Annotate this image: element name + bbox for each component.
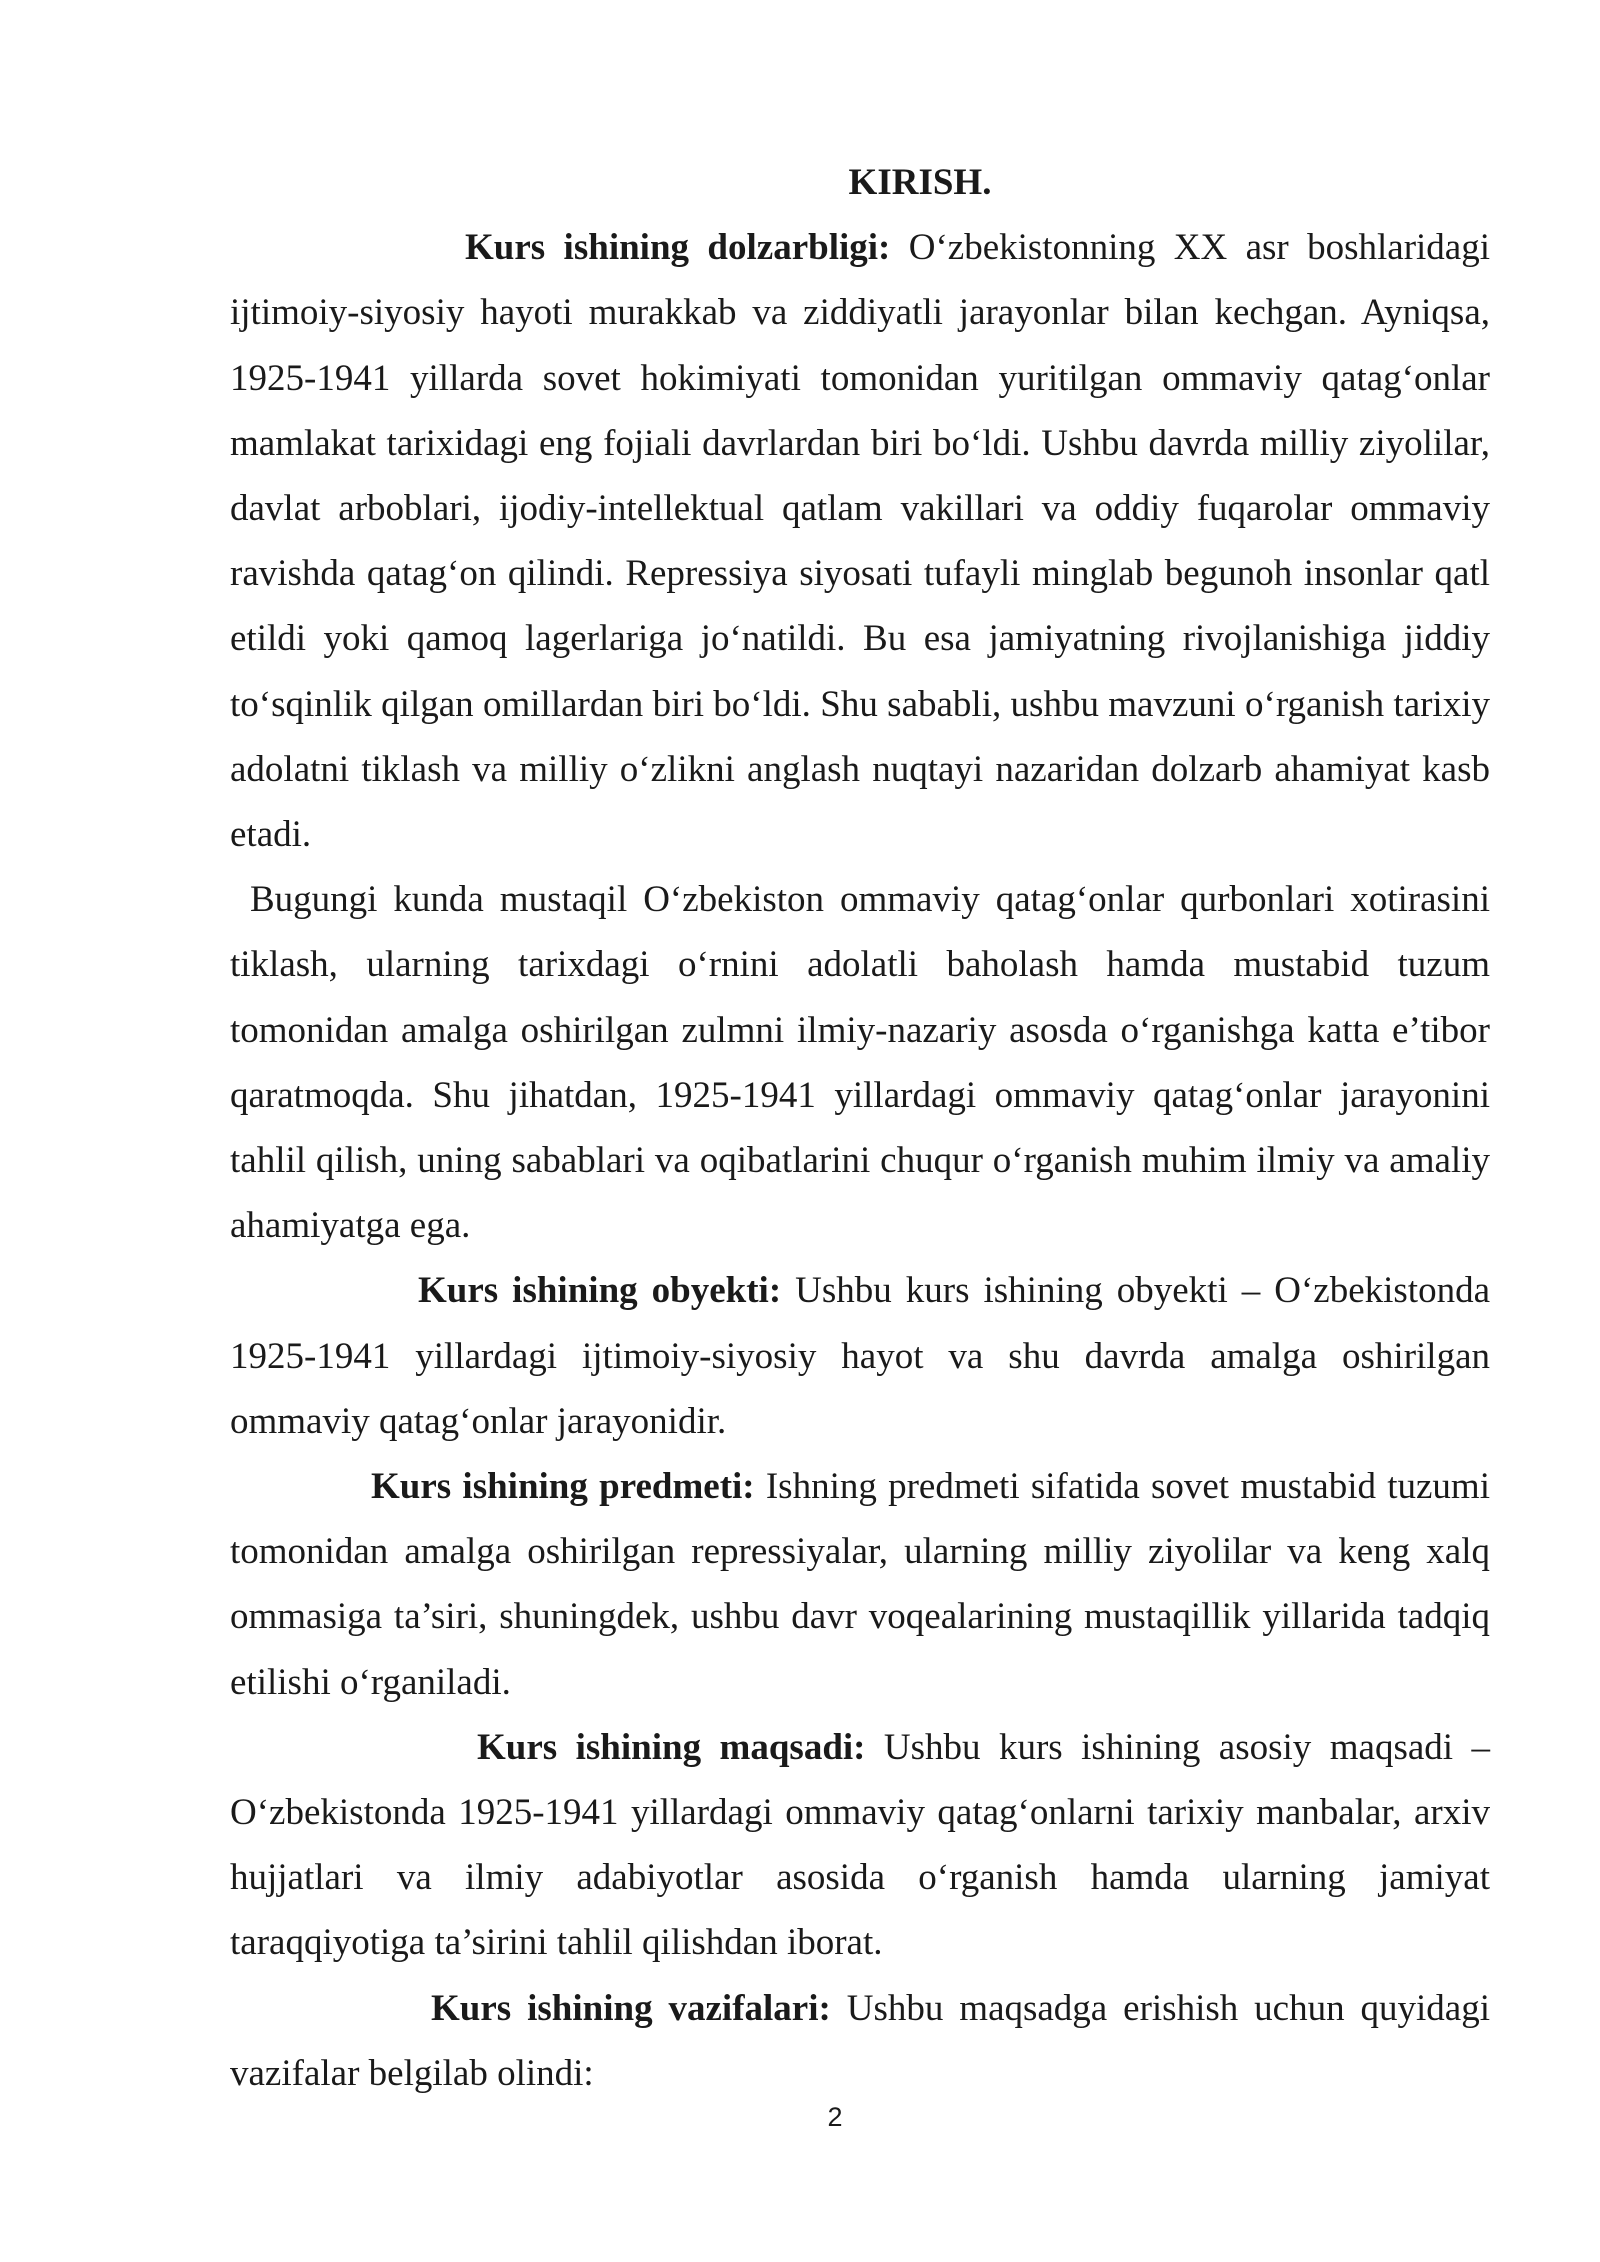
paragraph-predmeti — [230, 1454, 1490, 1715]
text-bugungi-kunda: Bugungi kunda mustaqil O‘zbekiston ommaviy qatag‘onlar qurbonlari xotirasini tiklash, ularning tarixdagi o‘rnini adolatli baholash hamda mustabid tuzum tomonidan amalga oshirilgan zulmni ilmiy-nazariy asosda o‘rganishga katta e’tibor qaratmoqda. Shu jihatdan, 1925-1941 yillardagi ommaviy qatag‘onlar jarayonini tahlil qilish, uning sabablari va oqibatlarini chuqur o‘rganish muhim ilmiy va amaliy ahamiyatga ega. — [230, 879, 1490, 1247]
heading-predmeti: Kurs ishining predmeti: — [371, 1466, 755, 1508]
paragraph-bugungi-kunda — [230, 867, 1490, 1258]
text-dolzarbligi: O‘zbekistonning XX asr boshlaridagi ijtimoiy-siyosiy hayoti murakkab va ziddiyatli jarayonlar bilan kechgan. Ayniqsa, 1925-1941 yillarda sovet hokimiyati tomonidan yuritilgan ommaviy qatag‘onlar mamlakat tarixidagi eng fojiali davrlardan biri bo‘ldi. Ushbu davrda milliy ziyolilar, davlat arboblari, ijodiy-intellektual qatlam vakillari va oddiy fuqarolar ommaviy ravishda qatag‘on qilindi. Repressiya siyosati tufayli minglab begunoh insonlar qatl etildi yoki qamoq lagerlariga jo‘natildi. Bu esa jamiyatning rivojlanishiga jiddiy to‘sqinlik qilgan omillardan biri bo‘ldi. Shu sababli, ushbu mavzuni o‘rganish tarixiy adolatni tiklash va milliy o‘zlikni anglash nuqtayi nazaridan dolzarb ahamiyat kasb etadi. — [230, 227, 1490, 856]
document-page — [230, 150, 1490, 2106]
heading-obyekti: Kurs ishining obyekti: — [418, 1270, 782, 1312]
paragraph-obyekti — [230, 1258, 1490, 1454]
page-title: KIRISH. — [848, 162, 992, 203]
heading-vazifalari: Kurs ishining vazifalari: — [431, 1987, 831, 2029]
paragraph-vazifalari — [230, 1976, 1490, 2106]
text-vazifalari: Ushbu maqsadga erishish uchun quyidagi vazifalar belgilab olindi: — [230, 1987, 1490, 2094]
heading-dolzarbligi: Kurs ishining dolzarbligi: — [465, 227, 891, 269]
page-number: 2 — [827, 2102, 843, 2132]
paragraph-dolzarbligi — [230, 215, 1490, 867]
text-predmeti: Ishning predmeti sifatida sovet mustabid tuzumi tomonidan amalga oshirilgan repressiyalar, ularning milliy ziyolilar va keng xalq ommasiga ta’siri, shuningdek, ushbu davr voqealarining mustaqillik yillarida tadqiq etilishi o‘rganiladi. — [230, 1466, 1490, 1703]
text-maqsadi: Ushbu kurs ishining asosiy maqsadi – O‘zbekistonda 1925-1941 yillardagi ommaviy qatag‘onlarni tarixiy manbalar, arxiv hujjatlari va ilmiy adabiyotlar asosida o‘rganish hamda ularning jamiyat taraqqiyotiga ta’sirini tahlil qilishdan iborat. — [230, 1726, 1490, 1964]
paragraph-maqsadi — [230, 1715, 1490, 1976]
heading-maqsadi: Kurs ishining maqsadi: — [477, 1726, 866, 1768]
text-obyekti: Ushbu kurs ishining obyekti – O‘zbekistonda 1925-1941 yillardagi ijtimoiy-siyosiy hayot va shu davrda amalga oshirilgan ommaviy qatag‘onlar jarayonidir. — [230, 1270, 1490, 1442]
